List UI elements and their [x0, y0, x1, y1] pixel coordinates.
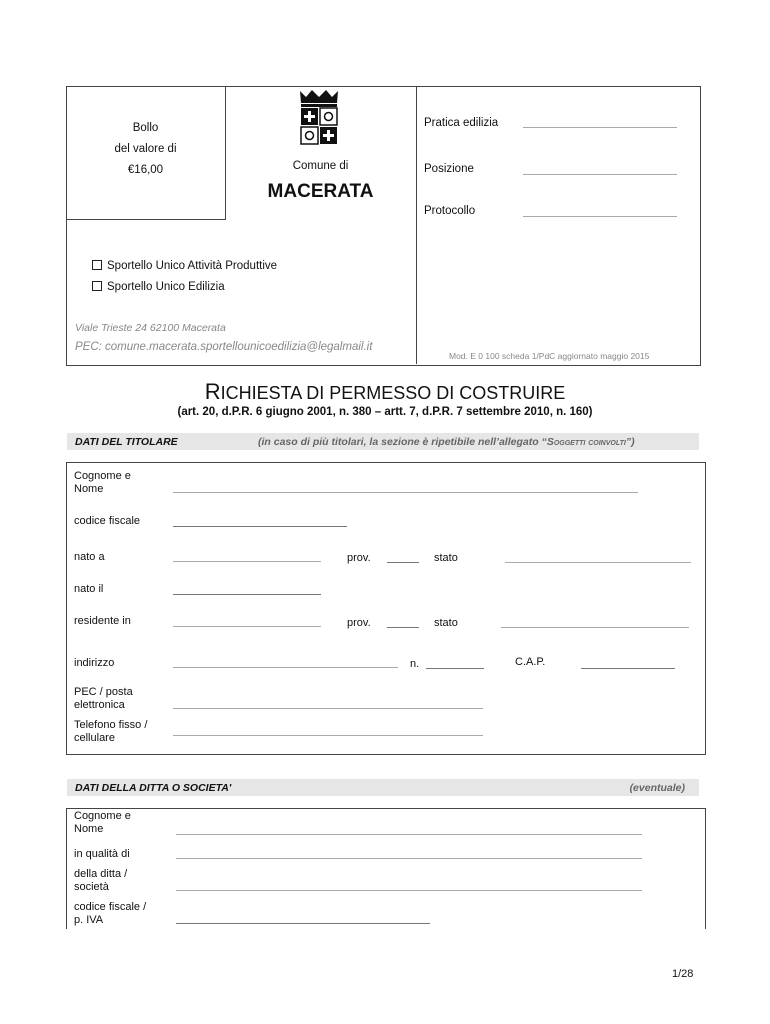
checkbox-icon[interactable]	[92, 281, 102, 291]
indirizzo-label: indirizzo	[74, 657, 115, 669]
pec-text: PEC: comune.macerata.sportellounicoedilizia@legalmail.it	[75, 341, 373, 353]
telefono-label: Telefono fisso / cellulare	[74, 719, 148, 744]
page-title: RICHIESTA DI PERMESSO DI COSTRUIRE	[204, 379, 566, 404]
ditta-field[interactable]	[176, 890, 642, 891]
stato2-field[interactable]	[501, 627, 689, 628]
pec-label: PEC / posta elettronica	[74, 686, 133, 711]
bollo-line-3: €16,00	[127, 164, 164, 176]
city-name: MACERATA	[267, 181, 374, 202]
nato-il-field[interactable]	[173, 594, 321, 595]
cognome-label: Cognome e Nome	[74, 470, 131, 495]
ditta-box	[66, 808, 706, 929]
stato-field[interactable]	[505, 562, 691, 563]
coat-of-arms-icon	[298, 89, 340, 147]
titolare-box	[66, 462, 706, 755]
qualita-field[interactable]	[176, 858, 642, 859]
comune-di: Comune di	[292, 160, 349, 172]
ditta-section-bar: DATI DELLA DITTA O SOCIETA' (eventuale)	[67, 779, 699, 796]
titolare-section-bar: DATI DEL TITOLARE (in caso di più titolari, la sezione è ripetibile nell’allegato “Soggetti coinvolti”)	[67, 433, 699, 450]
cap-label: C.A.P.	[515, 656, 546, 668]
bollo-line-1: Bollo	[132, 122, 159, 134]
stato2-label: stato	[434, 617, 458, 629]
cap-field[interactable]	[581, 668, 675, 669]
stato-label: stato	[434, 552, 458, 564]
ditta-cf-label: codice fiscale / p. IVA	[74, 901, 147, 926]
qualita-label: in qualità di	[74, 848, 130, 860]
residente-label: residente in	[74, 615, 131, 627]
prov2-field[interactable]	[387, 627, 419, 628]
header-divider	[416, 86, 417, 364]
posizione-label: Posizione	[424, 163, 474, 175]
protocollo-label: Protocollo	[424, 205, 476, 217]
prov-label: prov.	[347, 552, 371, 564]
pratica-label: Pratica edilizia	[424, 117, 499, 129]
titolare-section-note: (in caso di più titolari, la sezione è ripetibile nell’allegato “Soggetti coinvolti”)	[258, 436, 635, 448]
n-field[interactable]	[426, 668, 484, 669]
pratica-field[interactable]	[523, 127, 677, 128]
pec-field[interactable]	[173, 708, 483, 709]
nato-il-label: nato il	[74, 583, 104, 595]
cognome-field[interactable]	[173, 492, 638, 493]
page-number: 1/28	[672, 968, 694, 980]
indirizzo-field[interactable]	[173, 667, 398, 668]
residente-field[interactable]	[173, 626, 321, 627]
ditta-cf-field[interactable]	[176, 923, 430, 924]
ditta-cognome-label: Cognome e Nome	[74, 810, 131, 835]
ditta-cognome-field[interactable]	[176, 834, 642, 835]
cf-field[interactable]	[173, 526, 347, 527]
address-text: Viale Trieste 24 62100 Macerata	[75, 322, 226, 334]
telefono-field[interactable]	[173, 735, 483, 736]
n-label: n.	[410, 658, 420, 670]
posizione-field[interactable]	[523, 174, 677, 175]
cf-label: codice fiscale	[74, 515, 141, 527]
mod-text: Mod. E 0 100 scheda 1/PdC aggiornato maggio 2015	[449, 351, 650, 361]
prov-field[interactable]	[387, 562, 419, 563]
checkbox-icon[interactable]	[92, 260, 102, 270]
prov2-label: prov.	[347, 617, 371, 629]
nato-a-label: nato a	[74, 551, 105, 563]
ditta-label: della ditta / società	[74, 868, 128, 893]
sportello-attivita[interactable]: Sportello Unico Attività Produttive	[92, 260, 277, 273]
sportello-edilizia[interactable]: Sportello Unico Edilizia	[92, 281, 225, 294]
bollo-line-2: del valore di	[114, 143, 177, 155]
protocollo-field[interactable]	[523, 216, 677, 217]
page-subtitle: (art. 20, d.P.R. 6 giugno 2001, n. 380 – artt. 7, d.P.R. 7 settembre 2010, n. 160)	[177, 406, 593, 418]
nato-a-field[interactable]	[173, 561, 321, 562]
